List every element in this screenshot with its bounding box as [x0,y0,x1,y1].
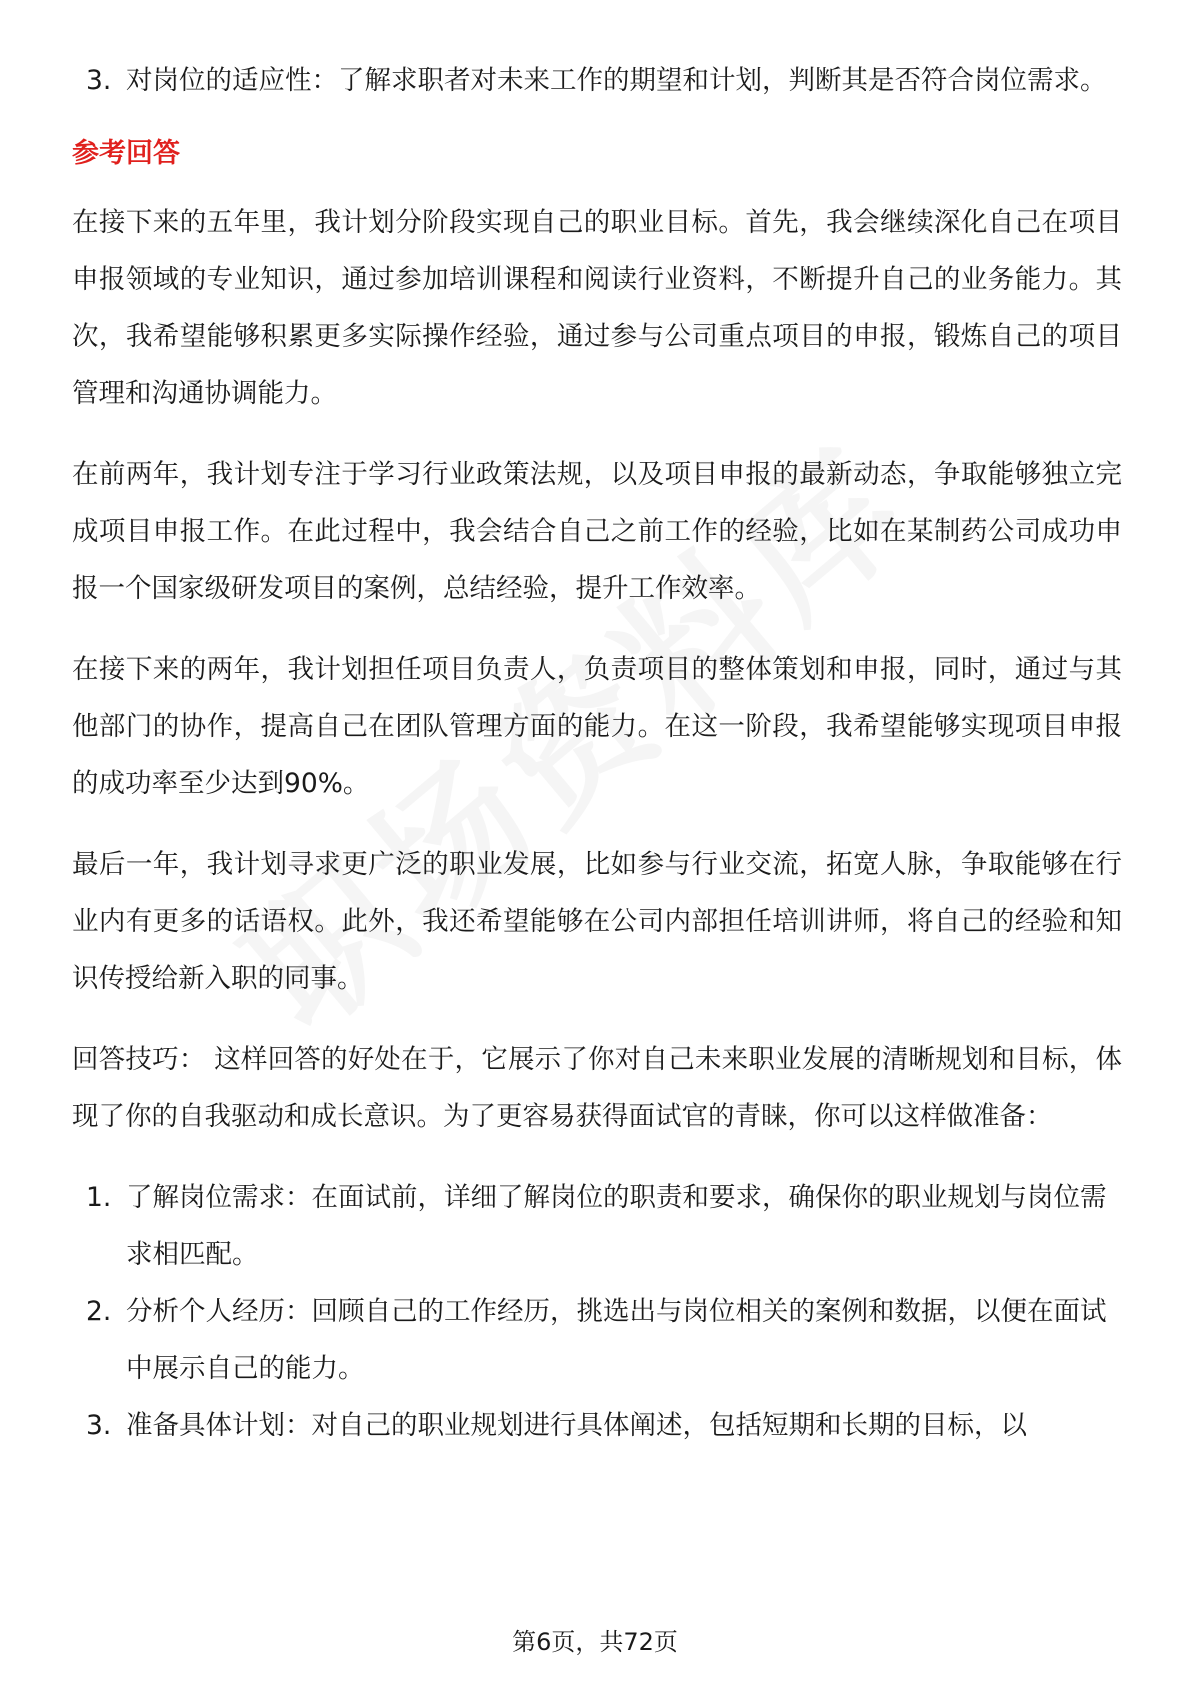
tips-numbered-list [72,1169,1122,1454]
list-item-text: 分析个人经历：回顾自己的工作经历，挑选出与岗位相关的案例和数据，以便在面试中展示自己的能力。 [126,1296,1107,1384]
top-numbered-list [72,52,1122,109]
answer-paragraph-1: 在接下来的五年里，我计划分阶段实现自己的职业目标。首先，我会继续深化自己在项目申报领域的专业知识，通过参加培训课程和阅读行业资料，不断提升自己的业务能力。其次，我希望能够积累更多实际操作经验，通过参与公司重点项目的申报，锻炼自己的项目管理和沟通协调能力。 [72,207,1122,409]
answer-paragraph-3: 在接下来的两年，我计划担任项目负责人，负责项目的整体策划和申报，同时，通过与其他部门的协作，提高自己在团队管理方面的能力。在这一阶段，我希望能够实现项目申报的成功率至少达到90%。 [72,654,1122,799]
list-item-text: 了解岗位需求：在面试前，详细了解岗位的职责和要求，确保你的职业规划与岗位需求相匹配。 [126,1182,1107,1270]
list-item [72,52,1122,109]
section-heading: 参考回答 [72,138,180,169]
list-item [72,1397,1122,1454]
list-item-number: 3. [86,1410,112,1441]
tips-paragraph: 回答技巧： 这样回答的好处在于，它展示了你对自己未来职业发展的清晰规划和目标，体现了你的自我驱动和成长意识。为了更容易获得面试官的青睐，你可以这样做准备： [72,1044,1122,1132]
page-footer: 第6页，共72页 [512,1628,678,1656]
list-item [72,1283,1122,1397]
answer-paragraph-2: 在前两年，我计划专注于学习行业政策法规，以及项目申报的最新动态，争取能够独立完成项目申报工作。在此过程中，我会结合自己之前工作的经验，比如在某制药公司成功申报一个国家级研发项目的案例，总结经验，提升工作效率。 [72,459,1122,604]
list-item-text: 准备具体计划：对自己的职业规划进行具体阐述，包括短期和长期的目标，以 [126,1410,1027,1441]
list-item-number: 3. [86,65,112,96]
document-content [72,52,1122,1454]
list-item-number: 2. [86,1296,112,1327]
list-item [72,1169,1122,1283]
list-item-number: 1. [86,1182,112,1213]
answer-paragraph-4: 最后一年，我计划寻求更广泛的职业发展，比如参与行业交流，拓宽人脉，争取能够在行业内有更多的话语权。此外，我还希望能够在公司内部担任培训讲师，将自己的经验和知识传授给新入职的同事。 [72,849,1122,994]
list-item-text: 对岗位的适应性：了解求职者对未来工作的期望和计划，判断其是否符合岗位需求。 [126,65,1107,96]
